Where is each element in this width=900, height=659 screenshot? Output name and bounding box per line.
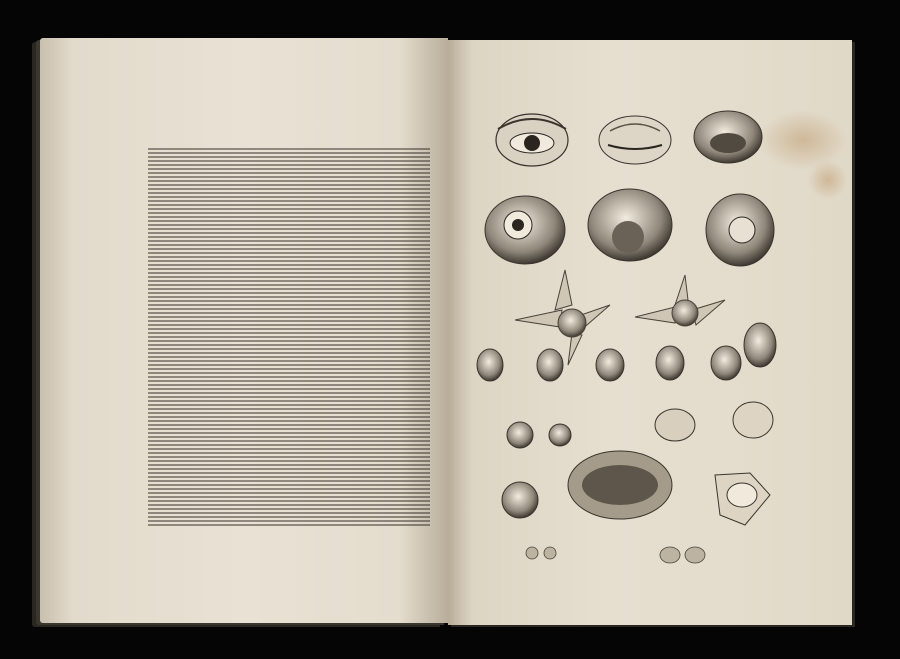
fig-eyeball-muscles-left [515, 270, 610, 365]
fig-eye-front [502, 482, 538, 518]
fig-orbit-side [706, 194, 774, 266]
fig-eye-crystalline [715, 473, 770, 525]
engraved-plate [470, 95, 840, 575]
fig-eyeball-series [477, 346, 741, 381]
fig-eyeball-in-orbit [485, 196, 565, 264]
fig-eyeball-side [744, 323, 776, 367]
fig-lens-series [507, 402, 773, 448]
fig-closed-eye [599, 116, 671, 164]
fig-dissected-eyelid [694, 111, 762, 163]
fig-open-eye [496, 114, 568, 166]
fig-eye-section-large [568, 451, 672, 519]
body-text-block [148, 148, 430, 528]
fig-small-bodies [526, 547, 705, 563]
fig-orbit-muscles [588, 189, 672, 261]
fig-eyeball-muscles-right [635, 275, 725, 326]
